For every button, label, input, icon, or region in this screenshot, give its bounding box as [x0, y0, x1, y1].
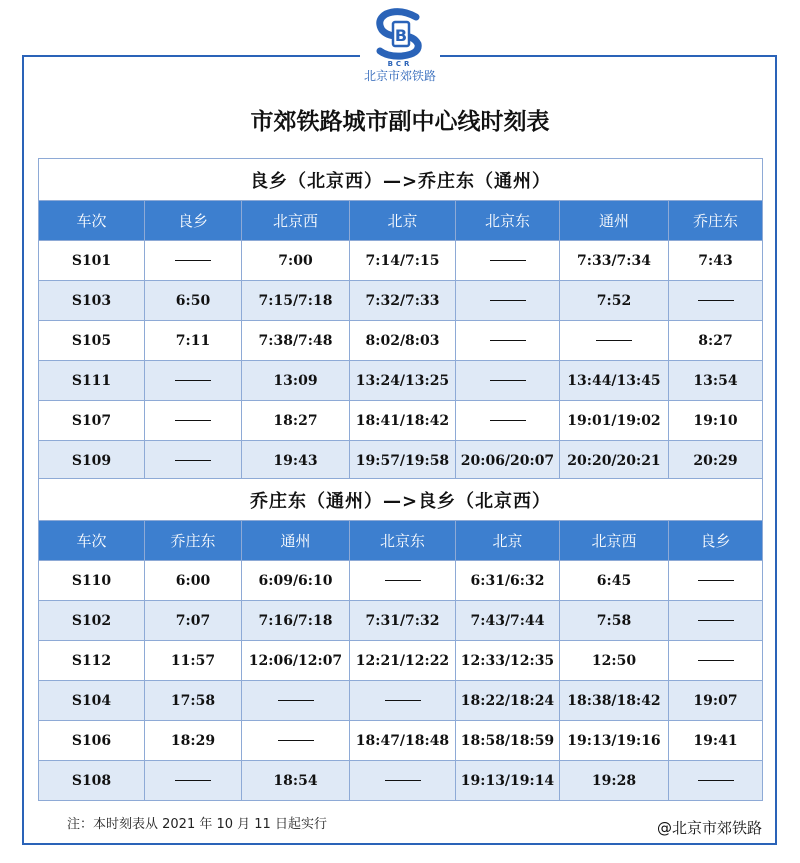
- train-number: S108: [39, 761, 145, 801]
- effective-date-note: 注：本时刻表从 2021 年 10 月 11 日起实行: [67, 817, 327, 832]
- no-stop-cell: [669, 601, 763, 641]
- no-stop-cell: [560, 321, 669, 361]
- time-cell: 19:10: [669, 401, 763, 441]
- no-stop-cell: [456, 321, 560, 361]
- table-row: [39, 241, 763, 281]
- timetable-inbound: [38, 478, 763, 801]
- no-stop-dash: [490, 420, 526, 421]
- no-stop-dash: [490, 300, 526, 301]
- time-cell: 18:38/18:42: [560, 681, 669, 721]
- table-row: [39, 761, 763, 801]
- time-cell: 18:22/18:24: [456, 681, 560, 721]
- time-cell: 7:58: [560, 601, 669, 641]
- column-header: 良乡: [145, 201, 242, 241]
- time-cell: 18:41/18:42: [350, 401, 456, 441]
- train-number: S111: [39, 361, 145, 401]
- train-number: S112: [39, 641, 145, 681]
- time-cell: 19:13/19:14: [456, 761, 560, 801]
- time-cell: 6:50: [145, 281, 242, 321]
- header-row: [39, 201, 763, 241]
- no-stop-cell: [145, 761, 242, 801]
- no-stop-cell: [145, 361, 242, 401]
- no-stop-dash: [698, 660, 734, 661]
- table-row: [39, 601, 763, 641]
- train-number: S107: [39, 401, 145, 441]
- column-header: 北京东: [456, 201, 560, 241]
- time-cell: 12:33/12:35: [456, 641, 560, 681]
- time-cell: 6:00: [145, 561, 242, 601]
- no-stop-cell: [669, 561, 763, 601]
- table-row: [39, 321, 763, 361]
- time-cell: 7:15/7:18: [242, 281, 350, 321]
- time-cell: 18:47/18:48: [350, 721, 456, 761]
- time-cell: 7:07: [145, 601, 242, 641]
- time-cell: 13:54: [669, 361, 763, 401]
- no-stop-dash: [175, 460, 211, 461]
- no-stop-dash: [698, 580, 734, 581]
- column-header: 车次: [39, 201, 145, 241]
- table-row: [39, 281, 763, 321]
- column-header: 乔庄东: [669, 201, 763, 241]
- time-cell: 19:57/19:58: [350, 441, 456, 481]
- no-stop-cell: [145, 401, 242, 441]
- column-header: 乔庄东: [145, 521, 242, 561]
- no-stop-cell: [456, 241, 560, 281]
- time-cell: 20:20/20:21: [560, 441, 669, 481]
- column-header: 北京西: [560, 521, 669, 561]
- no-stop-dash: [490, 260, 526, 261]
- bcr-logo-icon: [372, 8, 428, 60]
- time-cell: 12:06/12:07: [242, 641, 350, 681]
- no-stop-dash: [175, 420, 211, 421]
- time-cell: 13:24/13:25: [350, 361, 456, 401]
- column-header: 车次: [39, 521, 145, 561]
- table-row: [39, 561, 763, 601]
- time-cell: 7:32/7:33: [350, 281, 456, 321]
- table-row: [39, 361, 763, 401]
- time-cell: 7:52: [560, 281, 669, 321]
- table-row: [39, 681, 763, 721]
- train-number: S101: [39, 241, 145, 281]
- column-header: 北京: [350, 201, 456, 241]
- time-cell: 19:01/19:02: [560, 401, 669, 441]
- direction-row: [39, 159, 763, 201]
- no-stop-cell: [350, 561, 456, 601]
- train-number: S105: [39, 321, 145, 361]
- no-stop-cell: [669, 281, 763, 321]
- no-stop-cell: [350, 681, 456, 721]
- no-stop-dash: [385, 700, 421, 701]
- no-stop-cell: [456, 361, 560, 401]
- no-stop-dash: [385, 780, 421, 781]
- time-cell: 17:58: [145, 681, 242, 721]
- no-stop-dash: [278, 700, 314, 701]
- no-stop-cell: [669, 761, 763, 801]
- no-stop-cell: [145, 441, 242, 481]
- time-cell: 8:02/8:03: [350, 321, 456, 361]
- time-cell: 7:33/7:34: [560, 241, 669, 281]
- time-cell: 7:43: [669, 241, 763, 281]
- table-row: [39, 721, 763, 761]
- train-number: S110: [39, 561, 145, 601]
- time-cell: 20:29: [669, 441, 763, 481]
- header-row: [39, 521, 763, 561]
- train-number: S104: [39, 681, 145, 721]
- time-cell: 7:00: [242, 241, 350, 281]
- no-stop-dash: [698, 780, 734, 781]
- column-header: 通州: [560, 201, 669, 241]
- time-cell: 18:29: [145, 721, 242, 761]
- no-stop-cell: [456, 281, 560, 321]
- column-header: 北京西: [242, 201, 350, 241]
- time-cell: 18:27: [242, 401, 350, 441]
- time-cell: 19:41: [669, 721, 763, 761]
- time-cell: 6:09/6:10: [242, 561, 350, 601]
- time-cell: 8:27: [669, 321, 763, 361]
- column-header: 良乡: [669, 521, 763, 561]
- train-number: S106: [39, 721, 145, 761]
- direction-row: [39, 479, 763, 521]
- time-cell: 19:28: [560, 761, 669, 801]
- train-number: S103: [39, 281, 145, 321]
- page-title: 市郊铁路城市副中心线时刻表: [250, 109, 550, 135]
- table-row: [39, 401, 763, 441]
- time-cell: 7:11: [145, 321, 242, 361]
- timetable-outbound: [38, 158, 763, 481]
- time-cell: 7:16/7:18: [242, 601, 350, 641]
- no-stop-dash: [175, 780, 211, 781]
- time-cell: 12:50: [560, 641, 669, 681]
- no-stop-dash: [698, 300, 734, 301]
- time-cell: 7:38/7:48: [242, 321, 350, 361]
- time-cell: 18:54: [242, 761, 350, 801]
- table-row: [39, 441, 763, 481]
- time-cell: 7:14/7:15: [350, 241, 456, 281]
- time-cell: 18:58/18:59: [456, 721, 560, 761]
- no-stop-cell: [145, 241, 242, 281]
- svg-text:B: B: [394, 26, 408, 45]
- column-header: 北京东: [350, 521, 456, 561]
- no-stop-dash: [278, 740, 314, 741]
- logo-letters: BCR: [387, 60, 413, 68]
- source-credit: @北京市郊铁路: [656, 819, 762, 837]
- no-stop-cell: [242, 721, 350, 761]
- no-stop-dash: [698, 620, 734, 621]
- time-cell: 20:06/20:07: [456, 441, 560, 481]
- time-cell: 7:31/7:32: [350, 601, 456, 641]
- no-stop-dash: [385, 580, 421, 581]
- no-stop-cell: [456, 401, 560, 441]
- table-row: [39, 641, 763, 681]
- direction-label: 良乡（北京西）—>乔庄东（通州）: [39, 159, 763, 201]
- time-cell: 13:09: [242, 361, 350, 401]
- time-cell: 6:31/6:32: [456, 561, 560, 601]
- no-stop-dash: [490, 340, 526, 341]
- no-stop-cell: [242, 681, 350, 721]
- time-cell: 19:13/19:16: [560, 721, 669, 761]
- column-header: 北京: [456, 521, 560, 561]
- no-stop-dash: [596, 340, 632, 341]
- time-cell: 6:45: [560, 561, 669, 601]
- bcr-logo: [360, 8, 440, 90]
- time-cell: 13:44/13:45: [560, 361, 669, 401]
- no-stop-cell: [669, 641, 763, 681]
- direction-label: 乔庄东（通州）—>良乡（北京西）: [39, 479, 763, 521]
- time-cell: 11:57: [145, 641, 242, 681]
- column-header: 通州: [242, 521, 350, 561]
- train-number: S102: [39, 601, 145, 641]
- time-cell: 19:43: [242, 441, 350, 481]
- time-cell: 7:43/7:44: [456, 601, 560, 641]
- logo-name: 北京市郊铁路: [363, 69, 436, 83]
- train-number: S109: [39, 441, 145, 481]
- no-stop-cell: [350, 761, 456, 801]
- time-cell: 19:07: [669, 681, 763, 721]
- no-stop-dash: [490, 380, 526, 381]
- no-stop-dash: [175, 260, 211, 261]
- no-stop-dash: [175, 380, 211, 381]
- time-cell: 12:21/12:22: [350, 641, 456, 681]
